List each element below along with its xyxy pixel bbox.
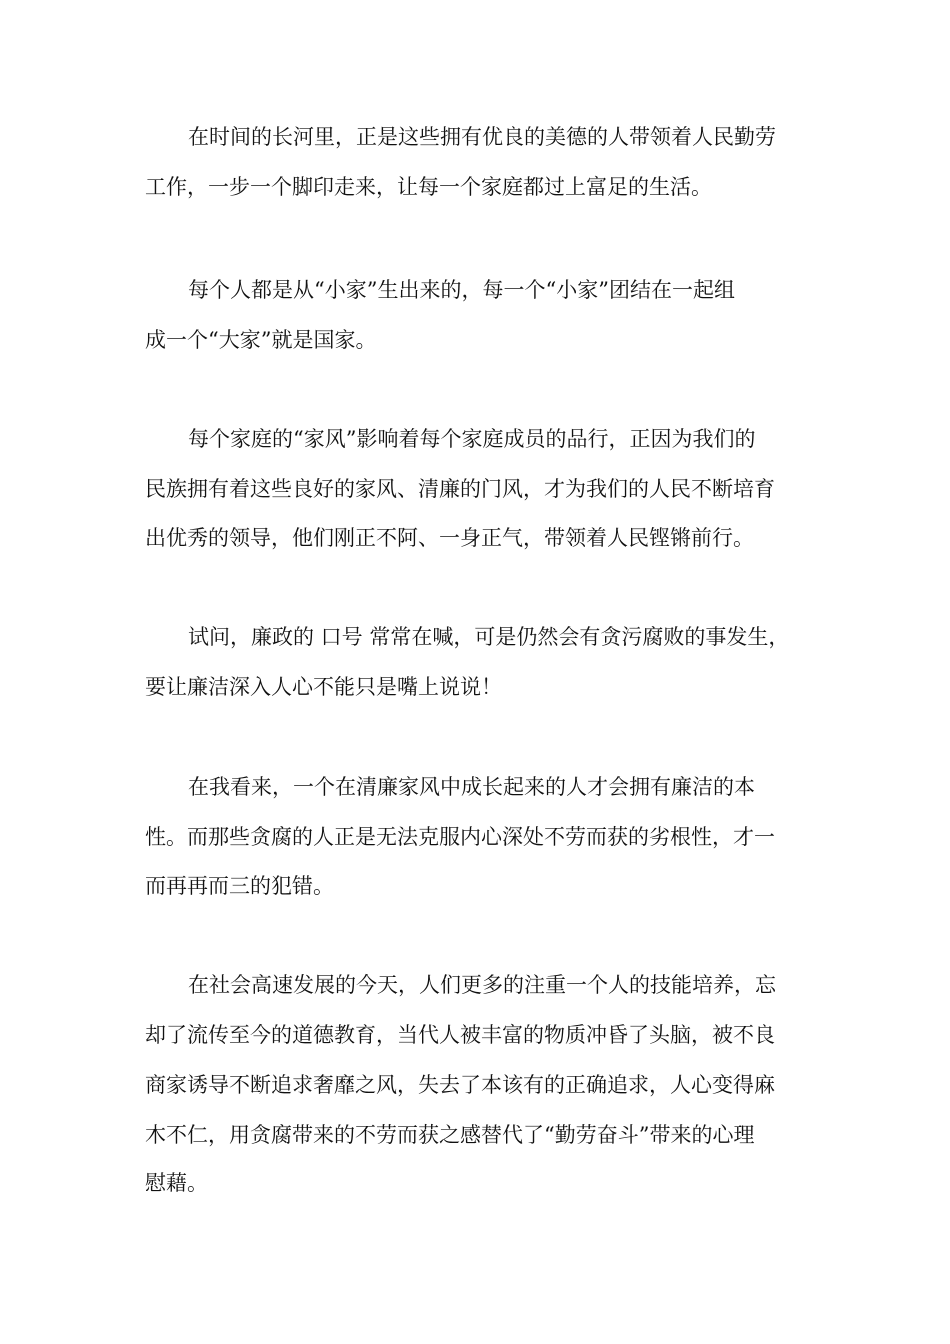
paragraph-3-line-3: 出优秀的领导，他们刚正不阿、一身正气，带领着人民铿锵前行。 xyxy=(145,526,754,550)
paragraph-6-line-1: 在社会高速发展的今天，人们更多的注重一个人的技能培养，忘 xyxy=(188,973,776,997)
paragraph-5-line-2: 性。而那些贪腐的人正是无法克服内心深处不劳而获的劣根性，才一 xyxy=(145,825,775,849)
paragraph-6-line-3: 商家诱导不断追求奢靡之风，失去了本该有的正确追求，人心变得麻 xyxy=(145,1073,775,1097)
paragraph-6-line-4: 木不仁，用贪腐带来的不劳而获之感替代了“勤劳奋斗”带来的心理 xyxy=(145,1123,755,1147)
paragraph-1-line-1: 在时间的长河里，正是这些拥有优良的美德的人带领着人民勤劳 xyxy=(188,125,776,149)
paragraph-1-line-2: 工作，一步一个脚印走来，让每一个家庭都过上富足的生活。 xyxy=(145,175,712,199)
paragraph-4-line-1: 试问，廉政的 口号 常常在喊，可是仍然会有贪污腐败的事发生， xyxy=(188,625,790,649)
paragraph-4-line-2: 要让廉洁深入人心不能只是嘴上说说！ xyxy=(145,675,502,699)
paragraph-6-line-5: 慰藉。 xyxy=(145,1171,208,1195)
paragraph-2-line-2: 成一个“大家”就是国家。 xyxy=(145,328,377,352)
paragraph-6-line-2: 却了流传至今的道德教育，当代人被丰富的物质冲昏了头脑，被不良 xyxy=(145,1023,775,1047)
paragraph-5-line-3: 而再再而三的犯错。 xyxy=(145,874,334,898)
paragraph-3-line-2: 民族拥有着这些良好的家风、清廉的门风，才为我们的人民不断培育 xyxy=(145,477,775,501)
paragraph-2-line-1: 每个人都是从“小家”生出来的，每一个“小家”团结在一起组 xyxy=(188,278,735,302)
paragraph-5-line-1: 在我看来，一个在清廉家风中成长起来的人才会拥有廉洁的本 xyxy=(188,775,755,799)
paragraph-3-line-1: 每个家庭的“家风”影响着每个家庭成员的品行，正因为我们的 xyxy=(188,427,756,451)
